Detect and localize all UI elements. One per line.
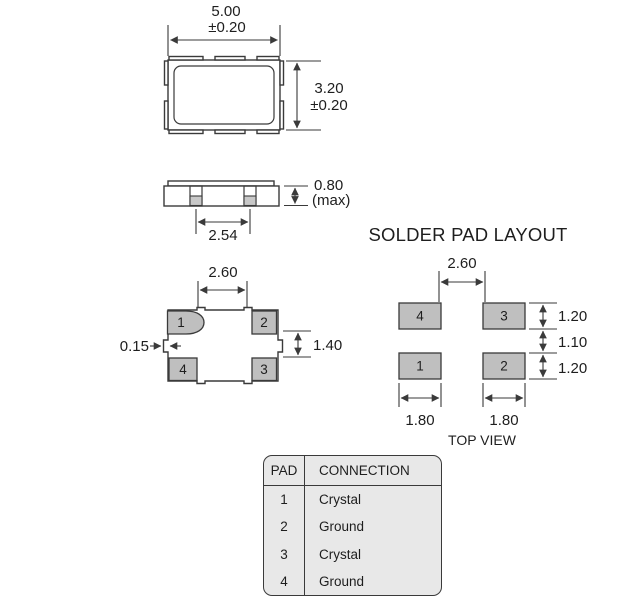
castellation-tab bbox=[257, 57, 279, 61]
dim-row-gap-value: 1.10 bbox=[558, 334, 588, 351]
side-pad bbox=[244, 196, 256, 206]
table-cell-connection: Crystal bbox=[319, 546, 362, 562]
castellation-tab bbox=[169, 130, 203, 134]
side-pad bbox=[190, 196, 202, 206]
table-header-pad: PAD bbox=[264, 456, 305, 485]
table-cell-pad: 1 bbox=[264, 486, 305, 513]
dim-body-height-tolerance: ±0.20 bbox=[310, 97, 348, 114]
dim-body-width bbox=[168, 3, 280, 56]
solder-pad-layout-title: SOLDER PAD LAYOUT bbox=[368, 224, 568, 245]
castellation-tab bbox=[215, 130, 245, 134]
package-bottom-view bbox=[120, 264, 342, 384]
dim-layout-pad-widths bbox=[399, 383, 525, 429]
bottom-pad-1 bbox=[168, 311, 205, 334]
dim-thickness-qualifier: (max) bbox=[312, 192, 351, 209]
dim-bottom-pitch-value: 2.60 bbox=[208, 264, 238, 281]
bottom-pad-4-label: 4 bbox=[179, 362, 187, 377]
castellation-tab bbox=[165, 101, 169, 129]
dim-thickness bbox=[284, 177, 350, 209]
layout-pad-4-label: 4 bbox=[416, 308, 424, 324]
table-cell-pad: 4 bbox=[264, 568, 305, 595]
layout-pad-1-label: 1 bbox=[416, 358, 424, 374]
solder-pad-layout bbox=[368, 224, 587, 448]
dim-pad-pitch-value: 2.54 bbox=[208, 227, 238, 244]
dim-pad-gap-value: 1.40 bbox=[313, 337, 343, 354]
castellation-tab bbox=[280, 61, 284, 85]
dim-body-width-value: 5.00 bbox=[211, 3, 241, 20]
table-header-connection: CONNECTION bbox=[319, 463, 410, 478]
table-cell-pad: 3 bbox=[264, 541, 305, 568]
castellation-tab bbox=[169, 57, 203, 61]
table-cell-connection: Ground bbox=[319, 573, 365, 589]
side-body bbox=[164, 186, 279, 206]
dim-layout-gap-x bbox=[439, 255, 485, 302]
castellation-tab bbox=[165, 61, 169, 85]
dim-pad-width-right-value: 1.80 bbox=[489, 412, 519, 429]
dim-bottom-pitch bbox=[198, 264, 247, 307]
dim-body-height bbox=[286, 61, 348, 130]
castellation-tab bbox=[257, 130, 279, 134]
dim-body-height-value: 3.20 bbox=[314, 80, 344, 97]
bottom-pad-3-label: 3 bbox=[260, 362, 268, 377]
dim-pad-width-left-value: 1.80 bbox=[405, 412, 435, 429]
table-row bbox=[264, 513, 441, 540]
bottom-pad-2-label: 2 bbox=[260, 315, 268, 330]
dim-body-width-tolerance: ±0.20 bbox=[208, 19, 246, 36]
table-cell-connection: Ground bbox=[319, 519, 365, 535]
package-side-view bbox=[164, 177, 350, 244]
package-body-outline bbox=[168, 60, 280, 130]
table-cell-pad: 2 bbox=[264, 513, 305, 540]
dim-pad-pitch bbox=[196, 209, 250, 244]
layout-pad-3-label: 3 bbox=[500, 308, 508, 324]
package-top-view bbox=[165, 3, 348, 134]
dim-pad-gap bbox=[283, 331, 342, 357]
bottom-pad-1-label: 1 bbox=[177, 315, 185, 330]
table-row bbox=[264, 486, 441, 513]
dim-layout-vertical bbox=[529, 303, 587, 379]
dim-thickness-value: 0.80 bbox=[314, 177, 344, 194]
dim-layout-gap-x-value: 2.60 bbox=[447, 255, 477, 272]
table-row bbox=[264, 541, 441, 568]
table-cell-connection: Crystal bbox=[319, 492, 362, 508]
solder-pad-layout-caption: TOP VIEW bbox=[448, 432, 516, 448]
layout-pad-2-label: 2 bbox=[500, 358, 508, 374]
castellation-tab bbox=[215, 57, 245, 61]
castellation-tab bbox=[280, 101, 284, 129]
pad-connection-table bbox=[263, 455, 442, 596]
dim-pad-height-bottom-value: 1.20 bbox=[558, 360, 588, 377]
dim-pad-height-top-value: 1.20 bbox=[558, 308, 588, 325]
table-row bbox=[264, 568, 441, 595]
dim-castellation-value: 0.15 bbox=[119, 338, 149, 355]
table-header-row bbox=[264, 456, 441, 486]
side-lid bbox=[168, 181, 274, 186]
